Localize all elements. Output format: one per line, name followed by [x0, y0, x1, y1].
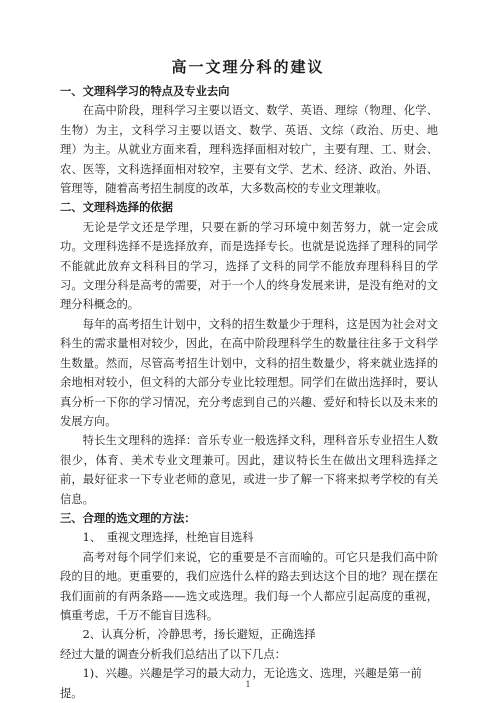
section-3-paragraph-1: 高考对每个同学们来说，它的重要是不言而喻的。可它只是我们高中阶段的目的地。更重要的，我们应选什么样的路去到达这个目的地？现在摆在我们面前的有两条路——选文或选理。我们每一个人都应引起高度的重视，慎重考虑，千万不能盲目选科。	[60, 550, 438, 622]
section-2-paragraph-2: 每年的高考招生计划中，文科的招生数量少于理科，这是因为社会对文科生的需求量相对较少，因此，在高中阶段理科学生的数量往往多于文科学生数量。然而，尽管高考招生计划中，文科的招生数量少，将来就业选择的余地相对较小，但文科的大部分专业比较理想。同学们在做出选择时，要认真分析一下你的学习情况，充分考虑到自己的兴趣、爱好和特长以及未来的发展方向。	[60, 317, 438, 428]
section-3-plain-line: 经过大量的调查分析我们总结出了以下几点：	[60, 647, 286, 661]
section-3-item-1: 1、 重视文理选择，杜绝盲目选科	[82, 531, 254, 545]
section-1-paragraph-1: 在高中阶段，理科学习主要以语文、数学、英语、理综（物理、化学、生物）为主，文科学习主要以语文、数学、英语、文综（政治、历史、地理）为主。从就业方面来看，理科选择面相对较广，主要有理、工、财会、农、医等，文科选择面相对较窄，主要有文学、艺术、经济、政治、外语、管理等，随着高考招生制度的改革，大多数高校的专业文理兼收。	[60, 104, 438, 196]
section-2-paragraph-1: 无论是学文还是学理，只要在新的学习环境中刻苦努力，就一定会成功。文理科选择不是选择放弃，而是选择专长。也就是说选择了理科的同学不能就此放弃文科科目的学习，选择了文科的同学不能放弃理科科目的学习。文理分科是高考的需要，对于一个人的终身发展来讲，是没有绝对的文理分科概念的。	[60, 220, 438, 312]
document-title: 高一文理分科的建议	[171, 58, 325, 76]
page-number: 1	[245, 680, 251, 689]
section-heading-1: 一、文理科学习的特点及专业去向	[60, 85, 230, 98]
section-heading-2: 二、文理科选择的依据	[60, 201, 173, 215]
section-2-paragraph-3: 特长生文理科的选择：音乐专业一般选择文科，理科音乐专业招生人数很少，体育、美术专业文理兼可。因此，建议特长生在做出文理科选择之前，最好征求一下专业老师的意见，或进一步了解一下将来拟考学校的有关信息。	[60, 434, 438, 506]
section-3-item-3: 1)、兴趣。兴趣是学习的最大动力，无论选文、选理，兴趣是第一前提。	[60, 667, 422, 700]
section-3-item-2: 2、认真分析，冷静思考，扬长避短，正确选择	[82, 628, 316, 642]
document-body	[60, 82, 438, 703]
section-heading-3: 三、合理的选文理的方法：	[60, 511, 196, 525]
